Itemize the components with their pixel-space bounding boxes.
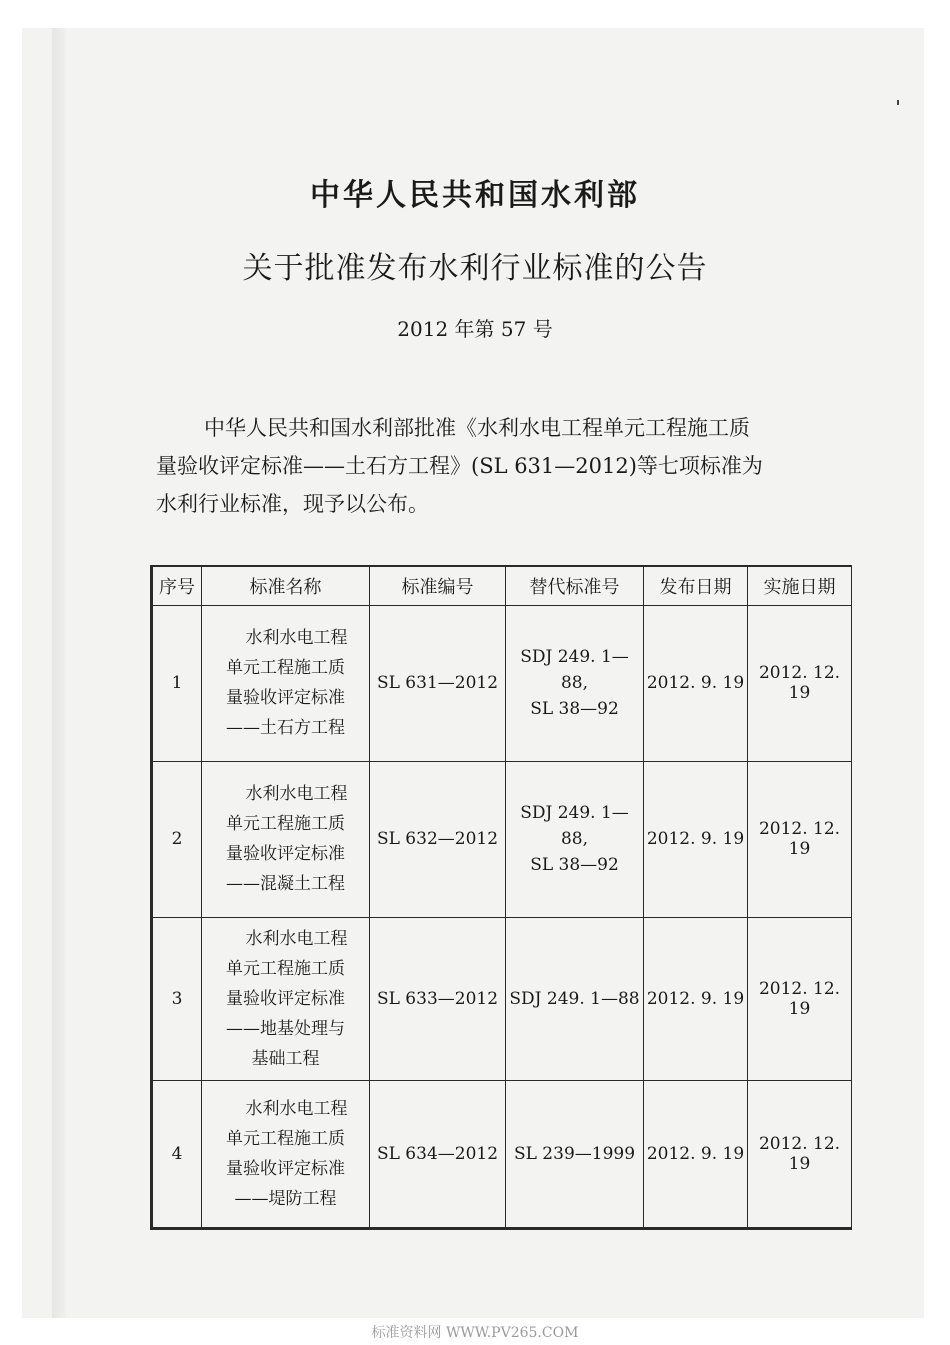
header-serial: 序号 (152, 566, 202, 605)
name-line: 量验收评定标准 (226, 988, 345, 1009)
row-publish-date: 2012. 9. 19 (644, 917, 748, 1080)
standards-table (150, 565, 852, 1230)
name-line: 基础工程 (251, 1048, 320, 1069)
row-effective-date: 2012. 12. 19 (748, 761, 852, 917)
row-replaces (506, 605, 644, 761)
row-standard-name (202, 761, 370, 917)
row-publish-date: 2012. 9. 19 (644, 1080, 748, 1228)
name-line: ——地基处理与 (226, 1018, 345, 1039)
table-row (152, 761, 852, 917)
row-serial: 2 (152, 761, 202, 917)
body-line-1: 中华人民共和国水利部批准《水利水电工程单元工程施工质 (204, 416, 750, 440)
name-line: 量验收评定标准 (226, 688, 345, 708)
scan-speck (897, 100, 899, 105)
name-line: 量验收评定标准 (226, 844, 345, 864)
row-effective-date: 2012. 12. 19 (748, 917, 852, 1080)
row-standard-code: SL 632—2012 (370, 761, 506, 917)
row-serial: 1 (152, 605, 202, 761)
announcement-body (156, 409, 856, 523)
table-row (152, 605, 852, 761)
row-serial: 4 (152, 1080, 202, 1228)
row-replaces (506, 917, 644, 1080)
row-standard-name (202, 1080, 370, 1228)
name-line: 单元工程施工质 (226, 814, 345, 834)
row-serial: 3 (152, 917, 202, 1080)
name-line: 量验收评定标准 (226, 1158, 345, 1179)
replace-line: SDJ 249. 1—88, (520, 647, 629, 693)
header-effective-date: 实施日期 (748, 566, 852, 605)
body-line-3: 水利行业标准，现予以公布。 (156, 492, 429, 516)
row-standard-code: SL 631—2012 (370, 605, 506, 761)
row-effective-date: 2012. 12. 19 (748, 605, 852, 761)
site-watermark-footer: 标准资料网 WWW.PV265.COM (371, 1325, 579, 1341)
replace-line: SL 38—92 (530, 855, 619, 875)
notice-title: 关于批准发布水利行业标准的公告 (242, 251, 708, 286)
row-standard-name (202, 917, 370, 1080)
row-replaces (506, 1080, 644, 1228)
row-effective-date: 2012. 12. 19 (748, 1080, 852, 1228)
ministry-title: 中华人民共和国水利部 (310, 178, 640, 213)
name-line: 单元工程施工质 (226, 658, 345, 678)
table-row (152, 1080, 852, 1228)
binding-shadow (52, 28, 66, 1318)
replace-line: SDJ 249. 1—88 (509, 988, 640, 1009)
notice-number: 2012 年第 57 号 (397, 317, 553, 341)
name-line: 水利水电工程 (245, 928, 348, 949)
header-publish-date: 发布日期 (644, 566, 748, 605)
name-line: 水利水电工程 (245, 784, 348, 804)
name-line: ——堤防工程 (234, 1188, 337, 1209)
header-replaces: 替代标准号 (506, 566, 644, 605)
name-line: 单元工程施工质 (226, 958, 345, 979)
replace-line: SL 38—92 (530, 699, 619, 719)
row-publish-date: 2012. 9. 19 (644, 605, 748, 761)
header-name: 标准名称 (202, 566, 370, 605)
name-line: 水利水电工程 (245, 1098, 348, 1119)
replace-line: SDJ 249. 1—88, (520, 803, 629, 849)
row-standard-code: SL 634—2012 (370, 1080, 506, 1228)
table-header-row (152, 566, 852, 605)
name-line: ——土石方工程 (226, 718, 345, 738)
name-line: 单元工程施工质 (226, 1128, 345, 1149)
name-line: 水利水电工程 (245, 628, 348, 648)
body-line-2: 量验收评定标准——土石方工程》(SL 631—2012)等七项标准为 (156, 454, 763, 478)
row-publish-date: 2012. 9. 19 (644, 761, 748, 917)
row-replaces (506, 761, 644, 917)
replace-line: SL 239—1999 (513, 1143, 636, 1164)
header-code: 标准编号 (370, 566, 506, 605)
row-standard-name (202, 605, 370, 761)
row-standard-code: SL 633—2012 (370, 917, 506, 1080)
name-line: ——混凝土工程 (226, 874, 345, 894)
table-row (152, 917, 852, 1080)
